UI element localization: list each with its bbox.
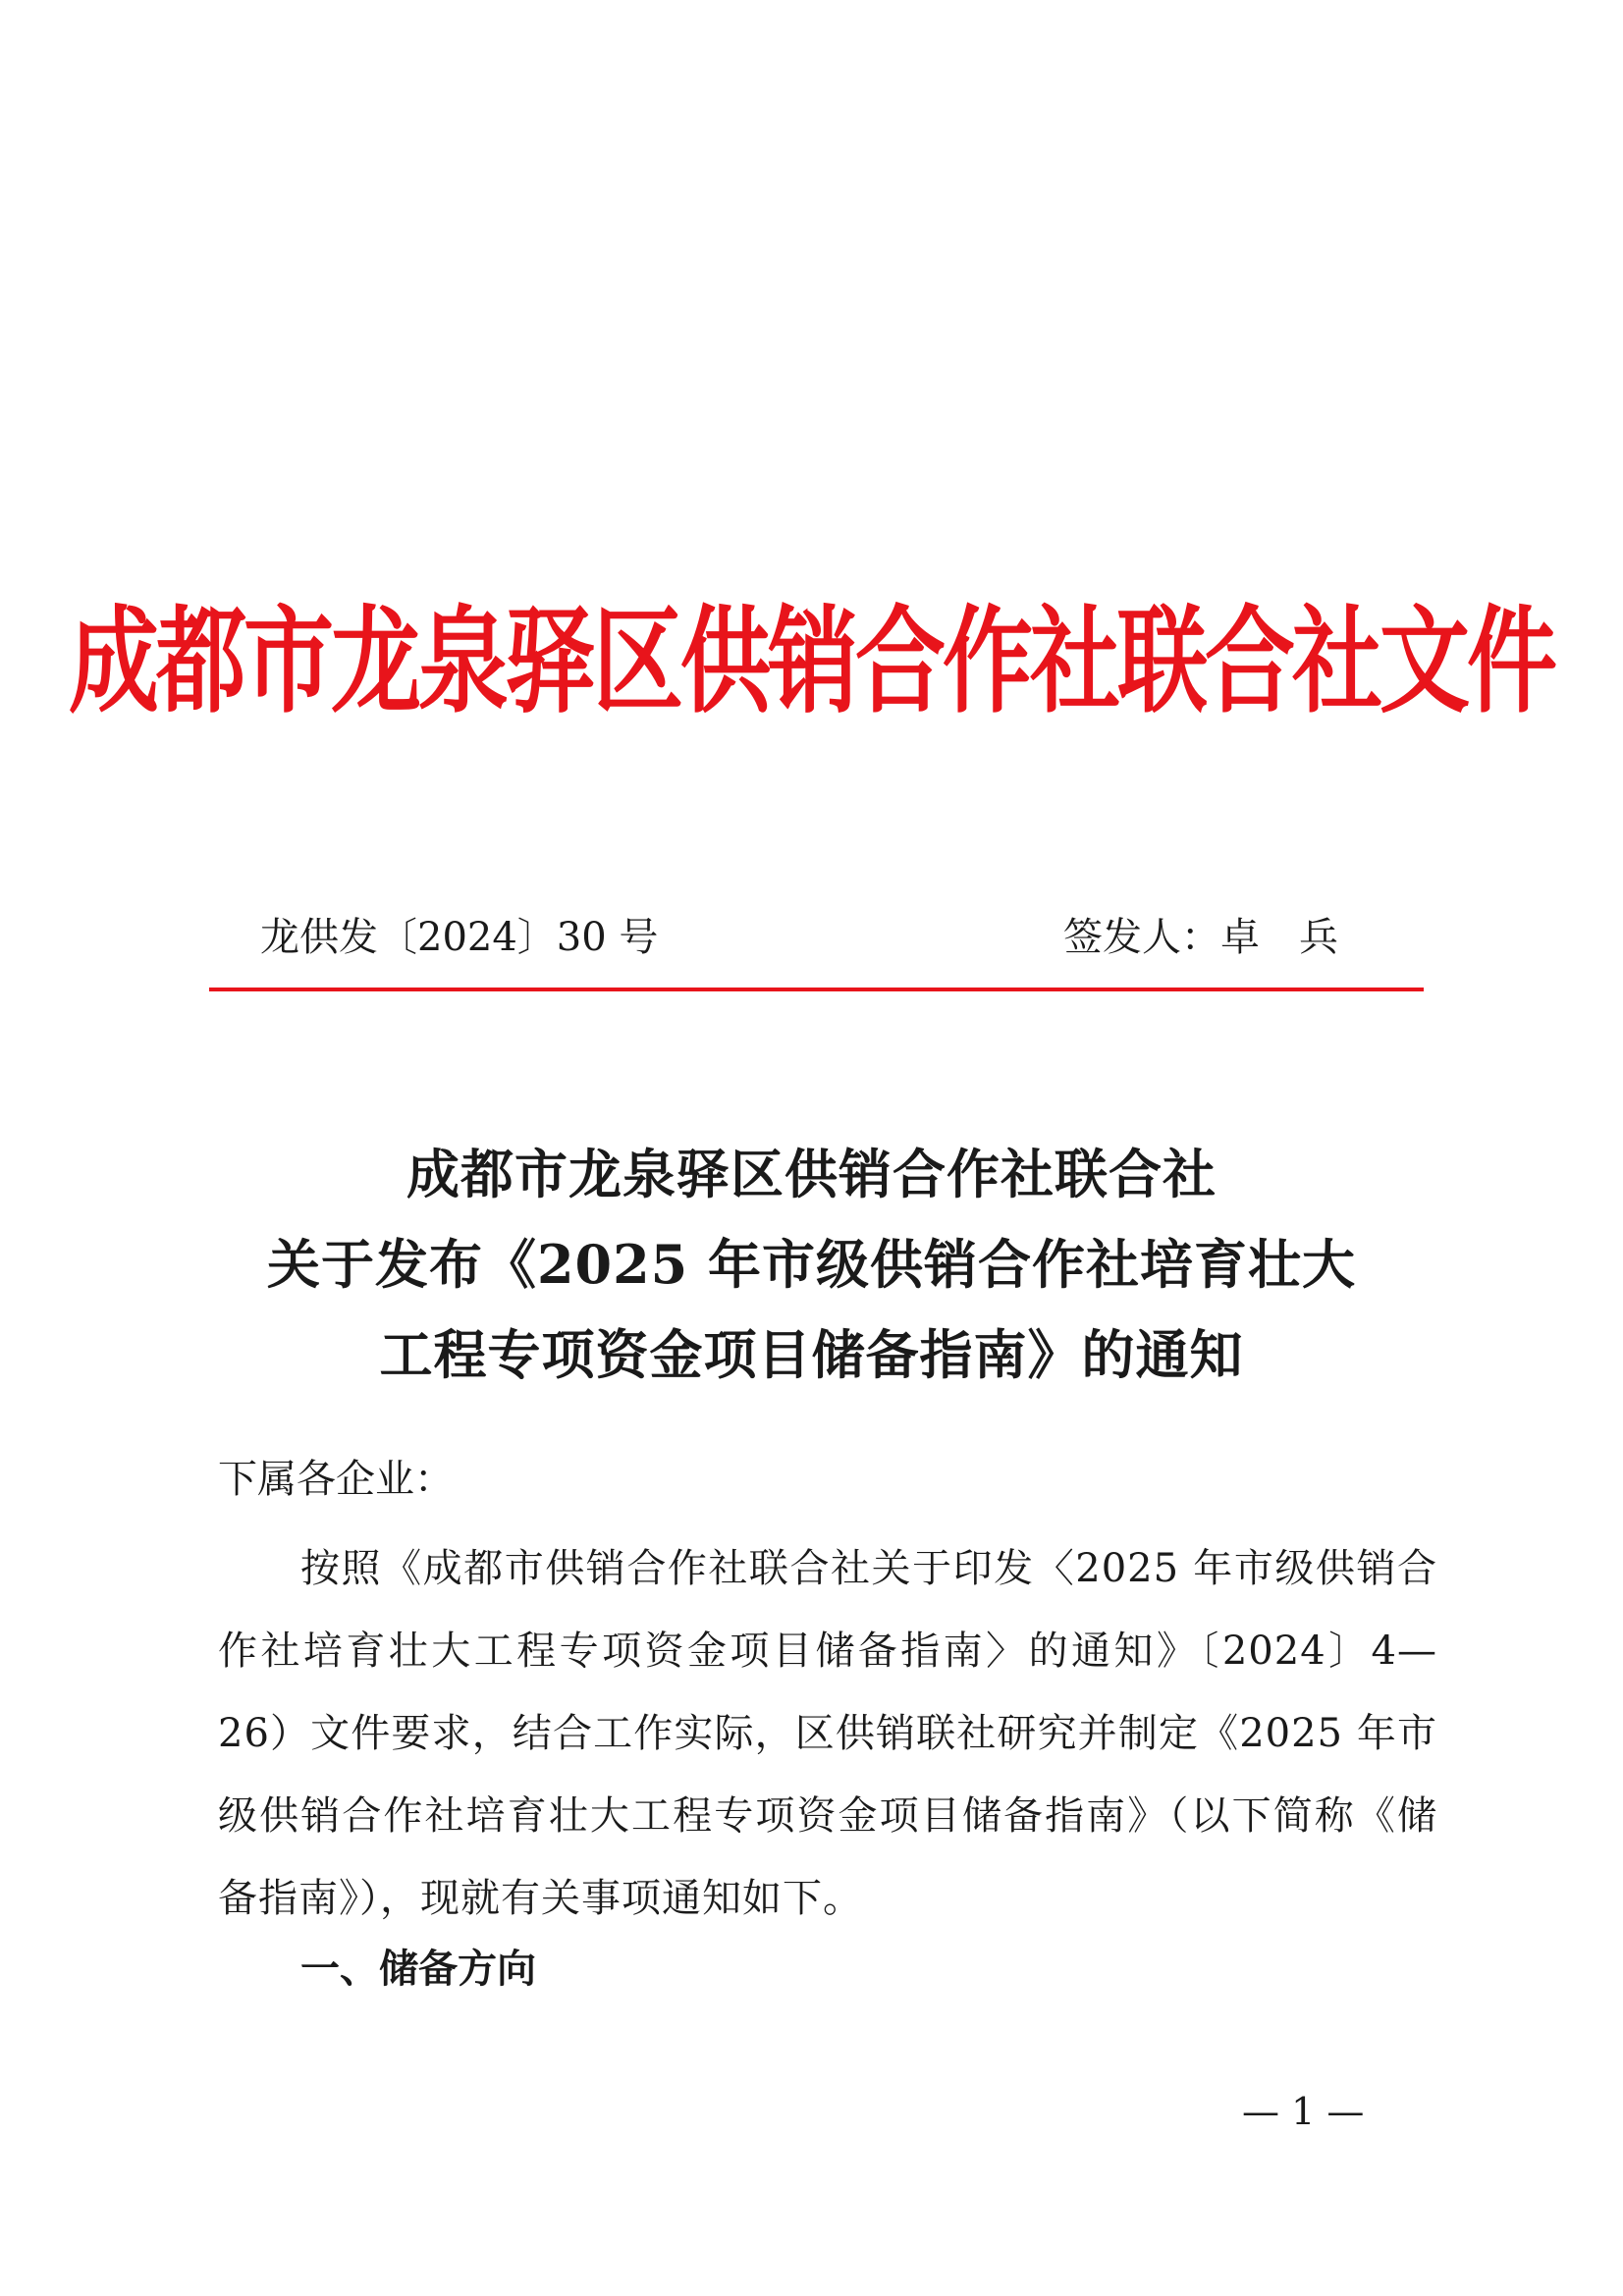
- notice-title-line-2: 关于发布《2025 年市级供销合作社培育壮大: [266, 1233, 1357, 1296]
- body-paragraph: 按照《成都市供销合作社联合社关于印发〈2025 年市级供销合作社培育壮大工程专项资金项目储备指南〉的通知》〔2024〕4—26）文件要求，结合工作实际，区供销联社研究并制定《2025 年市级供销合作社培育壮大工程专项资金项目储备指南》（以下简称《储备指南》），现就有关事项通知如下。: [218, 1546, 1437, 1921]
- document-header-title: 成都市龙泉驿区供销合作社联合社文件: [68, 594, 1554, 729]
- header-divider: [209, 988, 1424, 991]
- signer: 签发人：卓 兵: [1063, 915, 1338, 960]
- document-number: 龙供发〔2024〕30 号: [260, 915, 659, 960]
- notice-title-line-3: 工程专项资金项目储备指南》的通知: [379, 1323, 1244, 1386]
- notice-title-line-1: 成都市龙泉驿区供销合作社联合社: [406, 1143, 1217, 1205]
- section-heading: 一、储备方向: [300, 1947, 536, 1992]
- salutation: 下属各企业：: [218, 1457, 454, 1502]
- notice-title: [0, 1129, 1623, 1400]
- page-number: — 1 —: [1242, 2090, 1365, 2133]
